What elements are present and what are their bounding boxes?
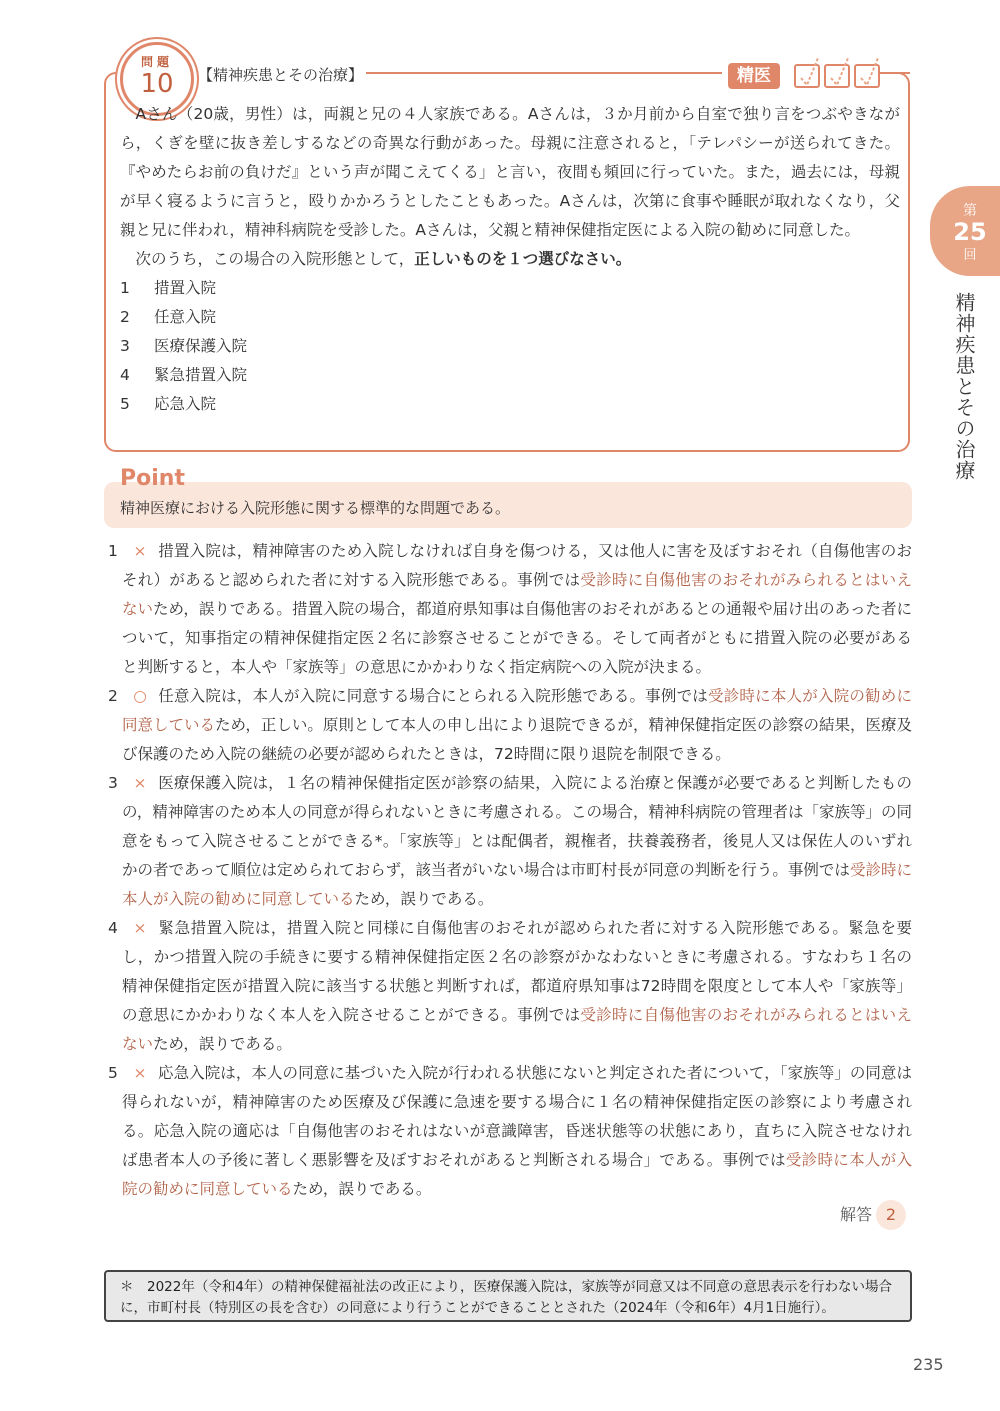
check-icon [826,52,852,90]
question-badge-label: 問題 [140,55,173,69]
instruction-emphasis: 正しいものを１つ選びなさい。 [414,250,632,268]
incorrect-mark: × [133,542,147,560]
subject-tag: 精医 [728,63,780,89]
chapter-tab-dai: 第 [963,203,977,219]
review-checkbox-1[interactable] [794,64,820,88]
explanation-item: 1 × 措置入院は，精神障害のため入院しなければ自身を傷つける，又は他人に害を及ぼすおそれ（自傷他害のおそれ）があると認められた者に対する入院形態である。事例では受診時に自傷他害のおそれがみられるとはいえないため，誤りである。措置入院の場合，都道府県知事は自傷他害のおそれがあるとの通報や届け出のあった者について，知事指定の精神保健指定医２名に診察させることができる。そして両者がともに措置入院の必要があると判断すると，本人や「家族等」の意思にかかわりなく指定病院への入院が決まる。 [104,537,912,682]
explanations [104,537,912,1204]
chapter-tab-kai: 回 [963,248,977,263]
point-title: Point [120,466,185,491]
question-instruction: 次のうち，この場合の入院形態として，正しいものを１つ選びなさい。 [135,250,632,268]
explanation-item: 4 × 緊急措置入院は，措置入院と同様に自傷他害のおそれが認められた者に対する入院形態である。緊急を要し，かつ措置入院の手続きに要する精神保健指定医２名の診察がかなわないときに考慮される。すなわち１名の精神保健指定医が措置入院に該当する状態と判断すれば，都道府県知事は72時間を限度として本人や「家族等」の意思にかかわりなく本人を入院させることができる。事例では受診時に自傷他害のおそれがみられるとはいえないため，誤りである。 [104,914,912,1059]
point-text: 精神医療における入院形態に関する標準的な問題である。 [120,499,511,517]
correct-mark: ○ [133,687,147,705]
option-item[interactable]: 2 任意入院 [120,308,217,326]
explanation-item: 5 × 応急入院は，本人の同意に基づいた入院が行われる状態にないと判定された者について，「家族等」の同意は得られないが，精神障害のため医療及び保護に急速を要する場合に１名の精神保健指定医の診察により考慮される。応急入院の適応は「自傷他害のおそれはないが意識障害，昏迷状態等の状態にあり，直ちに入院させなければ患者本人の予後に著しく悪影響を及ぼすおそれがあると判断される場合」である。事例では受診時に本人が入院の勧めに同意しているため，誤りである。 [104,1059,912,1204]
chapter-side-label: 精神疾患とその治療 [952,292,976,481]
question-title: 【精神疾患とその治療】 [198,66,364,84]
review-checkbox-2[interactable] [824,64,850,88]
chapter-tab [930,186,1000,276]
footnote: ＊ 2022年（令和4年）の精神保健福祉法の改正により，医療保護入院は，家族等が同意又は不同意の意思表示を行わない場合に，市町村長（特別区の長を含む）の同意により行うことができることとされた（2024年（令和6年）4月1日施行）。 [104,1270,912,1322]
answer-options [120,274,900,419]
answer [840,1200,906,1230]
question-title-rule-end [890,72,910,74]
option-item[interactable]: 5 応急入院 [120,395,217,413]
highlight: 受診時に本人が入院の勧めに同意している [122,1151,912,1198]
incorrect-mark: × [133,774,147,792]
highlight: 受診時に自傷他害のおそれがみられるとはいえない [122,1006,912,1053]
answer-label: 解答 [840,1205,873,1224]
incorrect-mark: × [133,1064,147,1082]
check-icon [796,52,822,90]
chapter-tab-number: 25 [953,218,987,246]
explanation-item: 2 ○ 任意入院は，本人が入院に同意する場合にとられる入院形態である。事例では受診時に本人が入院の勧めに同意しているため，正しい。原則として本人の申し出により退院できるが，精神保健指定医の診察の結果，医療及び保護のため入院の継続の必要が認められたときは，72時間に限り退院を制限できる。 [104,682,912,769]
highlight: 受診時に自傷他害のおそれがみられるとはいえない [122,571,912,618]
answer-value: 2 [876,1200,906,1230]
question-title-rule [366,72,722,74]
option-item[interactable]: 3 医療保護入院 [120,337,248,355]
review-checkbox-3[interactable] [854,64,880,88]
incorrect-mark: × [133,919,147,937]
page-number: 235 [913,1355,944,1374]
check-icon [856,52,882,90]
review-checkboxes [794,50,884,78]
question-number: 10 [140,69,174,99]
highlight: 受診時に本人が入院の勧めに同意している [122,687,912,734]
explanation-item: 3 × 医療保護入院は，１名の精神保健指定医が診察の結果，入院による治療と保護が必要であると判断したものの，精神障害のため本人の同意が得られないときに考慮される。この場合，精神科病院の管理者は「家族等」の同意をもって入院させることができる*。「家族等」とは配偶者，親権者，扶養義務者，後見人又は保佐人のいずれかの者であって順位は定められておらず，該当者がいない場合は市町村長が同意の判断を行う。事例では受診時に本人が入院の勧めに同意しているため，誤りである。 [104,769,912,914]
highlight: 受診時に本人が入院の勧めに同意している [122,861,912,908]
question-paragraph: Aさん（20歳，男性）は，両親と兄の４人家族である。Aさんは，３か月前から自室で独り言をつぶやきながら，くぎを壁に抜き差しするなどの奇異な行動があった。母親に注意されると，「テレパシーが送られてきた。『やめたらお前の負けだ』という声が聞こえてくる」と言い，夜間も頻回に行っていた。また，過去には，母親が早く寝るように言うと，殴りかかろうとしたこともあった。Aさんは，次第に食事や睡眠が取れなくなり，父親と兄に伴われ，精神科病院を受診した。Aさんは，父親と精神保健指定医による入院の勧めに同意した。 [120,105,900,239]
option-item[interactable]: 1 措置入院 [120,279,217,297]
question-body [120,100,900,419]
option-item[interactable]: 4 緊急措置入院 [120,366,248,384]
